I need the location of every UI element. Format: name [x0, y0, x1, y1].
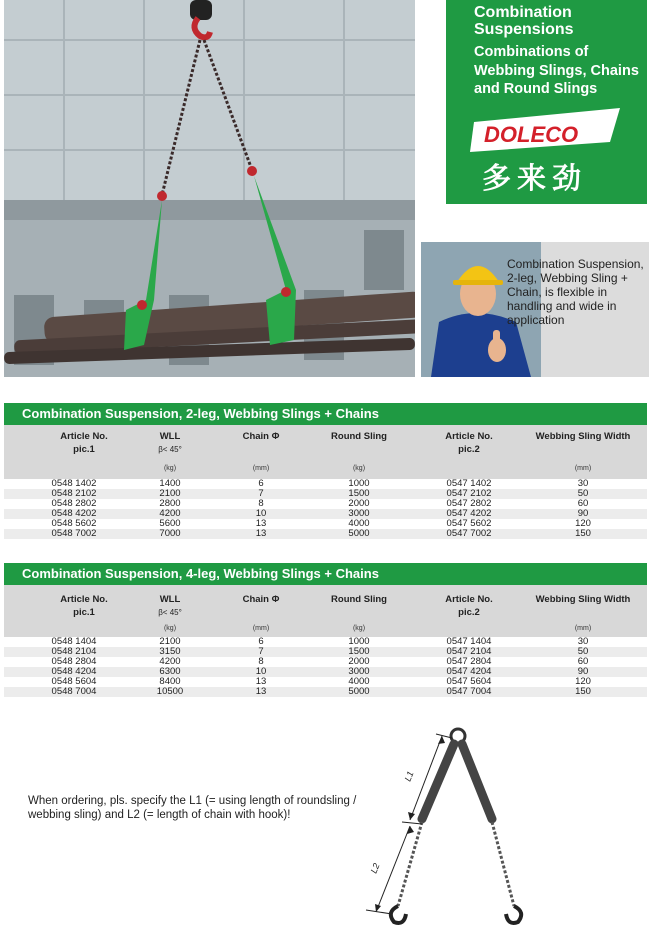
unit-chain: (mm) — [252, 465, 270, 472]
cell-article-no-2: 0547 1404 — [446, 636, 492, 647]
cell-chain: 8 — [258, 498, 264, 509]
cell-wll: 8400 — [159, 676, 181, 687]
cell-article-no-1: 0548 4202 — [51, 508, 97, 519]
cell-round-sling: 2000 — [348, 498, 370, 509]
svg-text:DOLECO: DOLECO — [484, 122, 579, 147]
cell-webbing-width: 90 — [577, 666, 589, 677]
table-row — [4, 677, 647, 687]
cell-round-sling: 1000 — [348, 636, 370, 647]
header-angle: β< 45° — [158, 445, 182, 454]
sling-diagram — [340, 724, 550, 934]
cell-chain: 13 — [255, 518, 267, 529]
header-chain: Chain Φ — [242, 594, 280, 605]
table-2-leg — [4, 403, 647, 539]
cell-article-no-2: 0547 4204 — [446, 666, 492, 677]
table-4-leg-rows — [4, 637, 647, 697]
table-row — [4, 529, 647, 539]
brand-panel — [446, 0, 647, 204]
cell-chain: 6 — [258, 636, 264, 647]
header-round-sling: Round Sling — [331, 594, 387, 605]
order-note: When ordering, pls. specify the L1 (= using length of roundsling / webbing sling) and L2 (= length of chain with hook)! — [28, 795, 357, 821]
cell-chain: 7 — [258, 488, 264, 499]
cell-article-no-2: 0547 1402 — [446, 478, 492, 489]
cell-article-no-1: 0548 1402 — [51, 478, 97, 489]
cell-chain: 10 — [255, 666, 267, 677]
brand-title: Combination Suspensions — [474, 4, 574, 38]
table-row — [4, 519, 647, 529]
unit-width: (mm) — [574, 465, 592, 472]
cell-wll: 10500 — [156, 686, 184, 697]
table-row — [4, 687, 647, 697]
table-row — [4, 647, 647, 657]
table-row — [4, 489, 647, 499]
cell-webbing-width: 150 — [575, 686, 591, 697]
header-pic2: pic.2 — [458, 444, 480, 455]
cell-article-no-1: 0548 2102 — [51, 488, 97, 499]
cell-article-no-2: 0547 5602 — [446, 518, 492, 529]
cell-chain: 6 — [258, 478, 264, 489]
cell-webbing-width: 60 — [577, 498, 589, 509]
table-row — [4, 637, 647, 647]
cell-webbing-width: 50 — [577, 488, 589, 499]
cell-round-sling: 5000 — [348, 686, 370, 697]
brand-chinese-name: 多来劲 — [482, 161, 588, 195]
table-row — [4, 509, 647, 519]
table-2-leg-title: Combination Suspension, 2-leg, Webbing Slings + Chains — [4, 403, 647, 425]
cell-round-sling: 1000 — [348, 478, 370, 489]
cell-wll: 7000 — [159, 528, 181, 539]
cell-webbing-width: 120 — [575, 518, 591, 529]
cell-article-no-1: 0548 5602 — [51, 518, 97, 529]
cell-round-sling: 3000 — [348, 666, 370, 677]
cell-round-sling: 4000 — [348, 518, 370, 529]
unit-round: (kg) — [352, 625, 366, 632]
cell-round-sling: 2000 — [348, 656, 370, 667]
cell-webbing-width: 90 — [577, 508, 589, 519]
header-pic2: pic.2 — [458, 607, 480, 618]
table-4-leg — [4, 563, 647, 697]
label-l2: L2 — [368, 861, 382, 875]
header-wll: WLL — [159, 431, 181, 442]
table-row — [4, 479, 647, 489]
worker-quote: Combination Suspension, 2-leg, Webbing Sling + Chain, is flexible in handling and wide in application — [507, 257, 644, 327]
table-row — [4, 499, 647, 509]
header-webbing-width: Webbing Sling Width — [535, 431, 631, 442]
header-article-no: Article No. — [60, 431, 108, 442]
header-article-no-2: Article No. — [445, 594, 493, 605]
header-chain: Chain Φ — [242, 431, 280, 442]
cell-webbing-width: 30 — [577, 478, 589, 489]
cell-article-no-1: 0548 4204 — [51, 666, 97, 677]
cell-wll: 4200 — [159, 656, 181, 667]
cell-article-no-1: 0548 5604 — [51, 676, 97, 687]
cell-webbing-width: 60 — [577, 656, 589, 667]
cell-chain: 10 — [255, 508, 267, 519]
unit-width: (mm) — [574, 625, 592, 632]
header-article-no-2: Article No. — [445, 431, 493, 442]
table-2-leg-header — [4, 425, 647, 479]
cell-wll: 5600 — [159, 518, 181, 529]
cell-chain: 13 — [255, 528, 267, 539]
cell-wll: 6300 — [159, 666, 181, 677]
cell-webbing-width: 50 — [577, 646, 589, 657]
cell-wll: 3150 — [159, 646, 181, 657]
unit-wll: (kg) — [163, 625, 177, 632]
cell-webbing-width: 120 — [575, 676, 591, 687]
cell-article-no-1: 0548 7002 — [51, 528, 97, 539]
cell-round-sling: 5000 — [348, 528, 370, 539]
header-pic1: pic.1 — [73, 607, 95, 618]
cell-round-sling: 4000 — [348, 676, 370, 687]
cell-article-no-2: 0547 2802 — [446, 498, 492, 509]
header-wll: WLL — [159, 594, 181, 605]
label-l1: L1 — [402, 769, 416, 783]
cell-wll: 1400 — [159, 478, 181, 489]
cell-wll: 4200 — [159, 508, 181, 519]
cell-article-no-1: 0548 1404 — [51, 636, 97, 647]
cell-round-sling: 3000 — [348, 508, 370, 519]
cell-article-no-1: 0548 2802 — [51, 498, 97, 509]
cell-round-sling: 1500 — [348, 646, 370, 657]
cell-article-no-1: 0548 2804 — [51, 656, 97, 667]
cell-article-no-2: 0547 7002 — [446, 528, 492, 539]
table-2-leg-rows — [4, 479, 647, 539]
product-photo — [4, 0, 415, 377]
cell-chain: 8 — [258, 656, 264, 667]
brand-subtitle: Combinations of Webbing Slings, Chains and Round Slings — [474, 44, 639, 97]
header-article-no: Article No. — [60, 594, 108, 605]
worker-panel — [421, 242, 649, 377]
cell-article-no-2: 0547 2104 — [446, 646, 492, 657]
cell-webbing-width: 30 — [577, 636, 589, 647]
cell-article-no-2: 0547 5604 — [446, 676, 492, 687]
cell-chain: 13 — [255, 686, 267, 697]
header-webbing-width: Webbing Sling Width — [535, 594, 631, 605]
table-4-leg-title: Combination Suspension, 4-leg, Webbing Slings + Chains — [4, 563, 647, 585]
unit-wll: (kg) — [163, 465, 177, 472]
cell-round-sling: 1500 — [348, 488, 370, 499]
cell-article-no-2: 0547 2102 — [446, 488, 492, 499]
cell-wll: 2100 — [159, 488, 181, 499]
header-pic1: pic.1 — [73, 444, 95, 455]
table-4-leg-header — [4, 585, 647, 637]
cell-article-no-2: 0547 7004 — [446, 686, 492, 697]
cell-article-no-1: 0548 2104 — [51, 646, 97, 657]
cell-wll: 2800 — [159, 498, 181, 509]
cell-webbing-width: 150 — [575, 528, 591, 539]
table-row — [4, 667, 647, 677]
header-angle: β< 45° — [158, 608, 182, 617]
unit-chain: (mm) — [252, 625, 270, 632]
unit-round: (kg) — [352, 465, 366, 472]
cell-chain: 13 — [255, 676, 267, 687]
cell-article-no-2: 0547 4202 — [446, 508, 492, 519]
cell-article-no-2: 0547 2804 — [446, 656, 492, 667]
cell-wll: 2100 — [159, 636, 181, 647]
doleco-logo — [470, 108, 620, 152]
cell-article-no-1: 0548 7004 — [51, 686, 97, 697]
table-row — [4, 657, 647, 667]
cell-chain: 7 — [258, 646, 264, 657]
header-round-sling: Round Sling — [331, 431, 387, 442]
